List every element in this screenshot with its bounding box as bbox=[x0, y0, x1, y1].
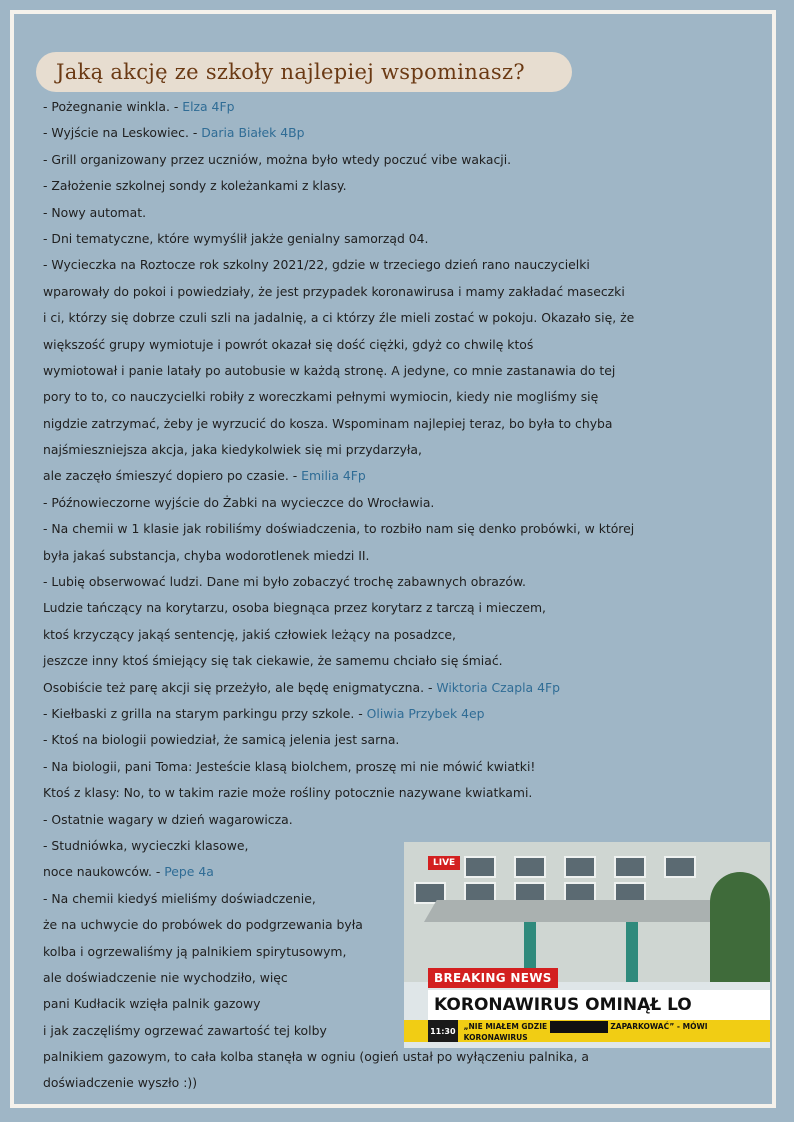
entrance-canopy bbox=[424, 900, 742, 922]
answer-text: doświadczenie wyszło :)) bbox=[43, 1075, 198, 1091]
window bbox=[614, 856, 646, 878]
answer-text: i ci, którzy się dobrze czuli szli na jadalnię, a ci którzy źle mieli zostać w pokoju. Okazało się, że bbox=[43, 310, 635, 326]
answer-text: - Późnowieczorne wyjście do Żabki na wycieczce do Wrocławia. bbox=[43, 494, 435, 510]
answer-line bbox=[43, 543, 683, 569]
answer-text: była jakaś substancja, chyba wodorotlenek miedzi II. bbox=[43, 547, 370, 563]
answer-text: - Kiełbaski z grilla na starym parkingu przy szkole. - bbox=[43, 705, 367, 721]
answer-text: palnikiem gazowym, to cała kolba stanęła w ogniu (ogień ustał po wyłączeniu palnika, a bbox=[43, 1049, 589, 1065]
answer-line bbox=[43, 780, 683, 806]
answer-text: ale zaczęło śmieszyć dopiero po czasie. - bbox=[43, 468, 302, 484]
answer-line bbox=[43, 411, 683, 437]
window bbox=[464, 856, 496, 878]
answer-line bbox=[43, 147, 683, 173]
ticker-text bbox=[464, 1021, 770, 1042]
canopy-column bbox=[626, 922, 638, 982]
ticker-time: 11:30 bbox=[428, 1020, 458, 1042]
answer-line bbox=[43, 358, 683, 384]
answer-text: Ludzie tańczący na korytarzu, osoba biegnąca przez korytarz z tarczą i mieczem, bbox=[43, 600, 546, 616]
answer-text: Osobiście też parę akcji się przeżyło, ale będę enigmatyczna. - bbox=[43, 679, 437, 695]
answer-text: - Założenie szkolnej sondy z koleżankami z klasy. bbox=[43, 178, 347, 194]
answer-line bbox=[43, 384, 683, 410]
answer-line bbox=[43, 727, 683, 753]
answer-line bbox=[43, 252, 683, 278]
answer-line bbox=[43, 569, 683, 595]
answer-text: Ktoś z klasy: No, to w takim razie może rośliny potocznie nazywane kwiatkami. bbox=[43, 785, 533, 801]
answer-text: - Dni tematyczne, które wymyślił jakże genialny samorząd 04. bbox=[43, 230, 429, 246]
answer-text: ktoś krzyczący jakąś sentencję, jakiś człowiek leżący na posadzce, bbox=[43, 626, 456, 642]
news-ticker bbox=[404, 1020, 770, 1042]
answer-line bbox=[43, 622, 683, 648]
answer-text: wymiotował i panie latały po autobusie w każdą stronę. A jedyne, co mnie zastanawia do tej bbox=[43, 362, 616, 378]
answer-line bbox=[43, 701, 683, 727]
answer-text: kolba i ogrzewaliśmy ją palnikiem spirytusowym, bbox=[43, 943, 347, 959]
answer-line bbox=[43, 94, 683, 120]
answer-line bbox=[43, 516, 683, 542]
live-badge: LIVE bbox=[428, 856, 460, 870]
news-headline: KORONAWIRUS OMINĄŁ LO bbox=[428, 990, 770, 1020]
answer-text: wparowały do pokoi i powiedziały, że jest przypadek koronawirusa i mamy zakładać maseczki bbox=[43, 283, 625, 299]
window bbox=[564, 856, 596, 878]
answer-line bbox=[43, 675, 683, 701]
answer-author: Wiktoria Czapla 4Fp bbox=[436, 679, 560, 695]
answer-text: - Studniówka, wycieczki klasowe, bbox=[43, 837, 249, 853]
answer-text: - Na chemii w 1 klasie jak robiliśmy doświadczenia, to rozbiło nam się denko probówki, w której bbox=[43, 521, 635, 537]
answer-text: - Ktoś na biologii powiedział, że samicą jelenia jest sarna. bbox=[43, 732, 400, 748]
breaking-news-label: BREAKING NEWS bbox=[428, 968, 558, 988]
answer-text: - Nowy automat. bbox=[43, 204, 147, 220]
answer-text: noce naukowców. - bbox=[43, 864, 165, 880]
redaction-bar bbox=[550, 1021, 608, 1033]
answer-text: - Na chemii kiedyś mieliśmy doświadczenie, bbox=[43, 890, 316, 906]
answer-line bbox=[43, 279, 683, 305]
answer-line bbox=[43, 120, 683, 146]
answer-text: i jak zaczęliśmy ogrzewać zawartość tej kolby bbox=[43, 1022, 327, 1038]
answer-line bbox=[43, 463, 683, 489]
answer-line bbox=[43, 332, 683, 358]
answer-line bbox=[43, 754, 683, 780]
answer-line bbox=[43, 226, 683, 252]
news-image bbox=[404, 842, 770, 1048]
answer-text: jeszcze inny ktoś śmiejący się tak ciekawie, że samemu chciało się śmiać. bbox=[43, 653, 503, 669]
answer-text: większość grupy wymiotuje i powrót okazał się dość ciężki, gdyż co chwilę ktoś bbox=[43, 336, 534, 352]
answer-text: pory to to, co nauczycielki robiły z woreczkami pełnymi wymiocin, kiedy nie mogliśmy się bbox=[43, 389, 599, 405]
answer-text: najśmieszniejsza akcja, jaka kiedykolwiek się mi przydarzyła, bbox=[43, 442, 422, 458]
answer-line bbox=[43, 173, 683, 199]
tree bbox=[710, 872, 770, 982]
answer-text: - Na biologii, pani Toma: Jesteście klasą biolchem, proszę mi nie mówić kwiatki! bbox=[43, 758, 536, 774]
answer-author: Pepe 4a bbox=[164, 864, 214, 880]
ticker-text-after: ZAPARKOWAĆ” - MÓWI KORONAWIRUS bbox=[463, 1021, 708, 1042]
answer-text: - Pożegnanie winkla. - bbox=[43, 99, 183, 114]
answer-text: że na uchwycie do probówek do podgrzewania była bbox=[43, 917, 363, 933]
answer-author: Daria Białek 4Bp bbox=[201, 125, 305, 141]
answer-line bbox=[43, 807, 683, 833]
answer-text: - Grill organizowany przez uczniów, można było wtedy poczuć vibe wakacji. bbox=[43, 151, 512, 167]
window bbox=[664, 856, 696, 878]
answer-author: Emilia 4Fp bbox=[301, 468, 366, 484]
answer-line bbox=[43, 1044, 683, 1070]
answer-text: - Wyjście na Leskowiec. - bbox=[43, 125, 202, 141]
answer-line bbox=[43, 200, 683, 226]
answer-line bbox=[43, 648, 683, 674]
answer-text: - Lubię obserwować ludzi. Dane mi było zobaczyć trochę zabawnych obrazów. bbox=[43, 574, 526, 590]
answer-line bbox=[43, 305, 683, 331]
ticker-text-before: „NIE MIAŁEM GDZIE bbox=[463, 1021, 550, 1031]
answer-text: ale doświadczenie nie wychodziło, więc bbox=[43, 969, 288, 985]
answer-line bbox=[43, 490, 683, 516]
answer-text: pani Kudłacik wzięła palnik gazowy bbox=[43, 996, 261, 1012]
answer-author: Oliwia Przybek 4ep bbox=[366, 705, 485, 721]
answer-text: - Ostatnie wagary w dzień wagarowicza. bbox=[43, 811, 293, 827]
page-title: Jaką akcję ze szkoły najlepiej wspominasz? bbox=[56, 60, 525, 84]
title-banner bbox=[36, 52, 572, 92]
answer-author: Elza 4Fp bbox=[182, 99, 235, 114]
answer-text: - Wycieczka na Roztocze rok szkolny 2021/22, gdzie w trzeciego dzień rano nauczycielki bbox=[43, 257, 590, 273]
answer-text: nigdzie zatrzymać, żeby je wyrzucić do kosza. Wspominam najlepiej teraz, bo była to chyba bbox=[43, 415, 613, 431]
answer-line bbox=[43, 1070, 683, 1096]
answer-line bbox=[43, 595, 683, 621]
window bbox=[514, 856, 546, 878]
answer-line bbox=[43, 437, 683, 463]
